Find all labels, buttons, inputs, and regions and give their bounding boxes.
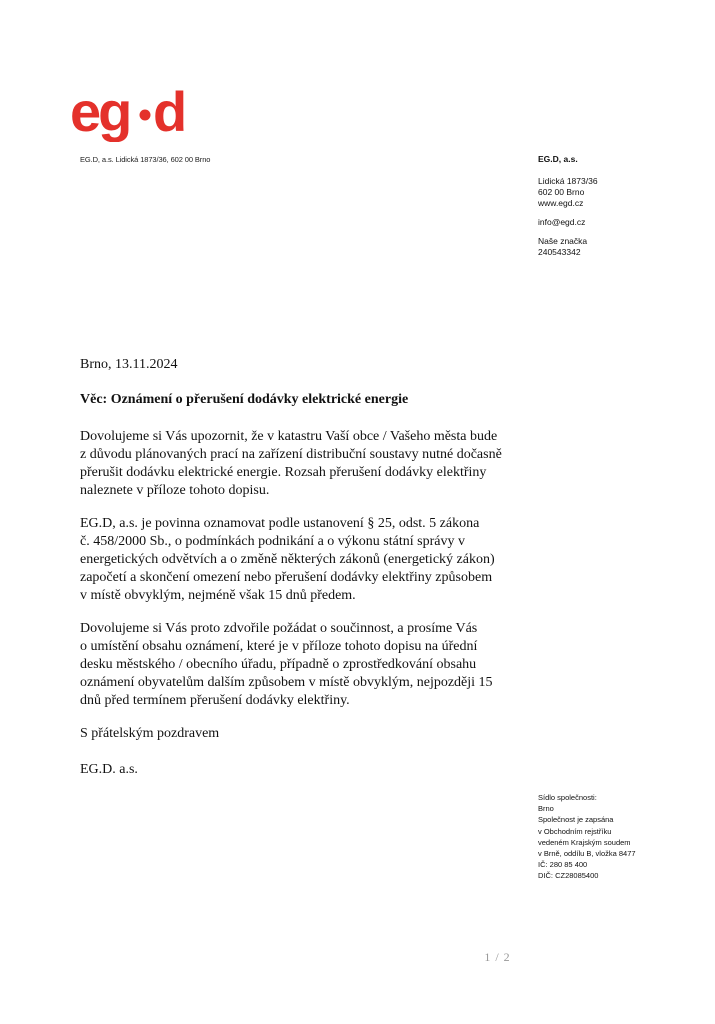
svg-text:eg: eg	[70, 84, 130, 142]
signature: EG.D. a.s.	[80, 762, 138, 777]
svg-text:d: d	[153, 84, 188, 142]
paragraph-2	[80, 515, 540, 605]
paragraph-line: Dovolujeme si Vás proto zdvořile požádat o součinnost, a prosíme Vás	[80, 621, 478, 636]
reference-block	[538, 236, 698, 258]
paragraph-1	[80, 428, 540, 500]
company-address	[538, 176, 698, 209]
registration-line: Společnost je zapsána	[538, 815, 614, 825]
paragraph-line: desku městského / obecního úřadu, případně o zprostředkování obsahu	[80, 657, 477, 672]
reference-value: 240543342	[538, 247, 581, 257]
page-number: 1 / 2	[484, 950, 511, 964]
paragraph-line: EG.D, a.s. je povinna oznamovat podle ustanovení § 25, odst. 5 zákona	[80, 516, 480, 531]
website-link[interactable]: www.egd.cz	[538, 198, 584, 208]
closing-greeting: S přátelským pozdravem	[80, 726, 220, 741]
paragraph-line: energetických odvětvích a o změně některých zákonů (energetický zákon)	[80, 552, 495, 567]
address-city: 602 00 Brno	[538, 187, 585, 197]
paragraph-line: v místě obvyklým, nejméně však 15 dnů předem.	[80, 588, 356, 603]
sender-address-line: EG.D, a.s. Lidická 1873/36, 602 00 Brno	[80, 155, 211, 164]
company-name: EG.D, a.s.	[538, 154, 578, 164]
paragraph-line: Dovolujeme si Vás upozornit, že v katastru Vaší obce / Vašeho města bude	[80, 429, 498, 444]
company-registration-info	[538, 792, 708, 882]
paragraph-line: dnů před termínem přerušení dodávky elektřiny.	[80, 693, 350, 708]
registration-line: Sídlo společnosti:	[538, 793, 597, 802]
paragraph-line: o umístění obsahu oznámení, které je v příloze tohoto dopisu na úřední	[80, 639, 478, 654]
paragraph-3	[80, 620, 540, 710]
paragraph-line: oznámení obyvatelům dalším způsobem v místě obvyklým, nejpozději 15	[80, 675, 493, 690]
letter-subject: Věc: Oznámení o přerušení dodávky elektrické energie	[80, 392, 409, 407]
address-street: Lidická 1873/36	[538, 176, 598, 186]
email-link[interactable]: info@egd.cz	[538, 217, 586, 227]
registration-line: v Obchodním rejstříku	[538, 826, 612, 836]
letter-date: Brno, 13.11.2024	[80, 357, 178, 372]
registration-line: vedeném Krajským soudem	[538, 837, 631, 847]
paragraph-line: započetí a skončení omezení nebo přerušení dodávky elektřiny způsobem	[80, 570, 493, 585]
registration-line: DIČ: CZ28085400	[538, 871, 599, 881]
registration-line: Brno	[538, 804, 554, 814]
reference-label: Naše značka	[538, 236, 588, 246]
registration-line: v Brně, oddílu B, vložka 8477	[538, 849, 636, 859]
registration-line: IČ: 280 85 400	[538, 860, 588, 870]
contact-sidebar	[538, 154, 698, 266]
paragraph-line: č. 458/2000 Sb., o podmínkách podnikání a o výkonu státní správy v	[80, 534, 465, 549]
egd-logo	[70, 84, 205, 147]
paragraph-line: přerušit dodávku elektrické energie. Rozsah přerušení dodávky elektřiny	[80, 465, 487, 480]
paragraph-line: z důvodu plánovaných prací na zařízení distribuční soustavy nutné dočasně	[80, 447, 502, 462]
paragraph-line: naleznete v příloze tohoto dopisu.	[80, 483, 270, 498]
email-block	[538, 217, 698, 228]
